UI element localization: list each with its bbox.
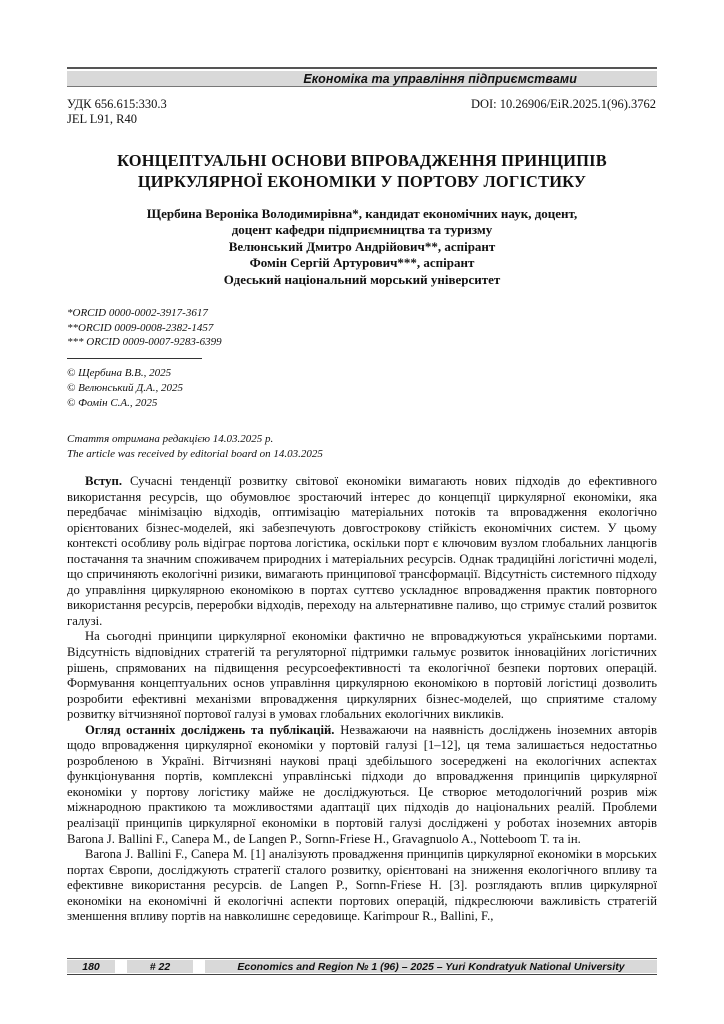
copyright-item: © Щербина В.В., 2025 [67,367,172,379]
copyright-item: © Фомін С.А., 2025 [67,397,158,409]
footer-gap [115,960,127,973]
affiliation: Одеський національний морський університет [223,271,501,287]
jel-code: JEL L91, R40 [67,112,138,126]
paragraph: На сьогодні принципи циркулярної економіки фактично не впроваджуються українськими портами. Відсутність відповідних стратегій та регуляторної підтримки гальмує розвиток інноваційних логістичних рішень, спрямованих на підвищення ресурсоефективності та екологічної безпеки портових операцій. Формування концептуальних основ управління циркулярною економікою в портовій логістиці дозволить розробити ефективні механізми впровадження циркулярних бізнес-моделей, що сприятиме сталому розвитку вітчизняної портової галузі в умовах глобальних екологічних викликів. [67,629,657,722]
author-line: доцент кафедри підприємництва та туризму [231,222,493,238]
paragraph-text: Незважаючи на наявність досліджень іноземних авторів щодо впровадження циркулярної економіки у портовій галузі [1–12], ця тема залишається недостатньо розробленою в Україні. Вітчизняні наукові праці здебільшого зосереджені на екологічних аспектах функціонування портів, комплексні управлінські підходи до впровадження принципів циркулярної економіки у портову логістику майже не досліджуються. Це створює методологічний розрив між міжнародною практикою та можливостями адаптації цих підходів до національних реалій. Проблеми реалізації принципів циркулярної економіки в портовій галузі досліджені у роботах іноземних авторів Barona J. Ballini F., Canepa M., de Langen P., Sornn-Friese H., Gravagnuolo A., Notteboom T. та ін. [67,722,657,846]
article-title [67,150,657,192]
orcid-item: *** ORCID 0009-0007-9283-6399 [67,336,222,348]
footer-gap [193,960,205,973]
issue-number: # 22 [127,960,193,973]
received-ua: Стаття отримана редакцією 14.03.2025 р. [67,433,274,445]
authors-block [67,206,657,288]
copyright-list [67,366,183,411]
author-line: Велюнський Дмитро Андрійович**, аспірант [228,238,496,254]
author-line: Щербина Вероніка Володимирівна*, кандидат економічних наук, доцент, [146,206,578,221]
separator-rule [67,358,202,359]
header-band [67,71,657,87]
paragraph: Barona J. Ballini F., Canepa M. [1] аналізують провадження принципів циркулярної економіки в морських портах Європи, досліджують стратегії сталого розвитку, орієнтовані на зниження екологічного впливу та ефективне використання ресурсів. de Langen P., Sornn-Friese H. [3]. розглядають вплив циркулярної економіки на економічні й екологічні аспекти портових операцій, підкреслюючи важливість стратегій зменшення впливу портів на навколишнє середовище. Karimpour R., Ballini, F., [67,847,657,924]
journal-citation: Economics and Region № 1 (96) – 2025 – Yuri Kondratyuk National University [205,960,657,973]
orcid-item: **ORCID 0009-0008-2382-1457 [67,321,214,334]
classification-codes [67,97,167,127]
title-line: ЦИРКУЛЯРНОЇ ЕКОНОМІКИ У ПОРТОВУ ЛОГІСТИКУ [137,172,587,191]
udc-code: УДК 656.615:330.3 [67,97,167,111]
received-notice [67,432,323,462]
received-en: The article was received by editorial board on 14.03.2025 [67,448,323,460]
paragraph-text: Сучасні тенденції розвитку світової економіки вимагають нових підходів до ефективного використання ресурсів, що обумовлює зростаючий інтерес до концепції циркулярної економіки, яка передбачає мінімізацію відходів, оптимізацію матеріальних потоків та впровадження екологічно орієнтованих бізнес-моделей, які забезпечують довгострокову стійкість економічних систем. У цьому контексті особливу роль відіграє портова логістика, оскільки порт є ключовим вузлом глобальних ланцюгів постачання та значним споживачем природних і матеріальних ресурсів. Однак традиційні логістичні моделі, що спричиняють екологічні ризики, вимагають принципової трансформації. Відсутність системного підходу до управління циркулярною економікою в портах суттєво ускладнює впровадження практик повторного використання ресурсів, переробки відходів, переходу на альтернативне паливо, що стримує сталий розвиток галузі. [67,474,657,628]
section-heading-review: Огляд останніх досліджень та публікацій. [85,722,335,737]
paragraph-intro [67,474,657,629]
doi: DOI: 10.26906/EiR.2025.1(96).3762 [470,97,656,111]
journal-section-title: Економіка та управління підприємствами [303,71,577,86]
header-rule [67,67,657,69]
page-footer [67,958,657,975]
paragraph-review [67,723,657,847]
author-line: Фомін Сергій Артурович***, аспірант [249,255,475,271]
section-heading-intro: Вступ. [85,474,122,488]
article-body [67,474,657,925]
orcid-list [67,306,222,350]
copyright-item: © Велюнський Д.А., 2025 [67,382,183,394]
title-line: КОНЦЕПТУАЛЬНІ ОСНОВИ ВПРОВАДЖЕННЯ ПРИНЦИПІВ [117,151,607,170]
orcid-item: *ORCID 0000-0002-3917-3617 [67,307,208,319]
page-number: 180 [67,960,115,973]
